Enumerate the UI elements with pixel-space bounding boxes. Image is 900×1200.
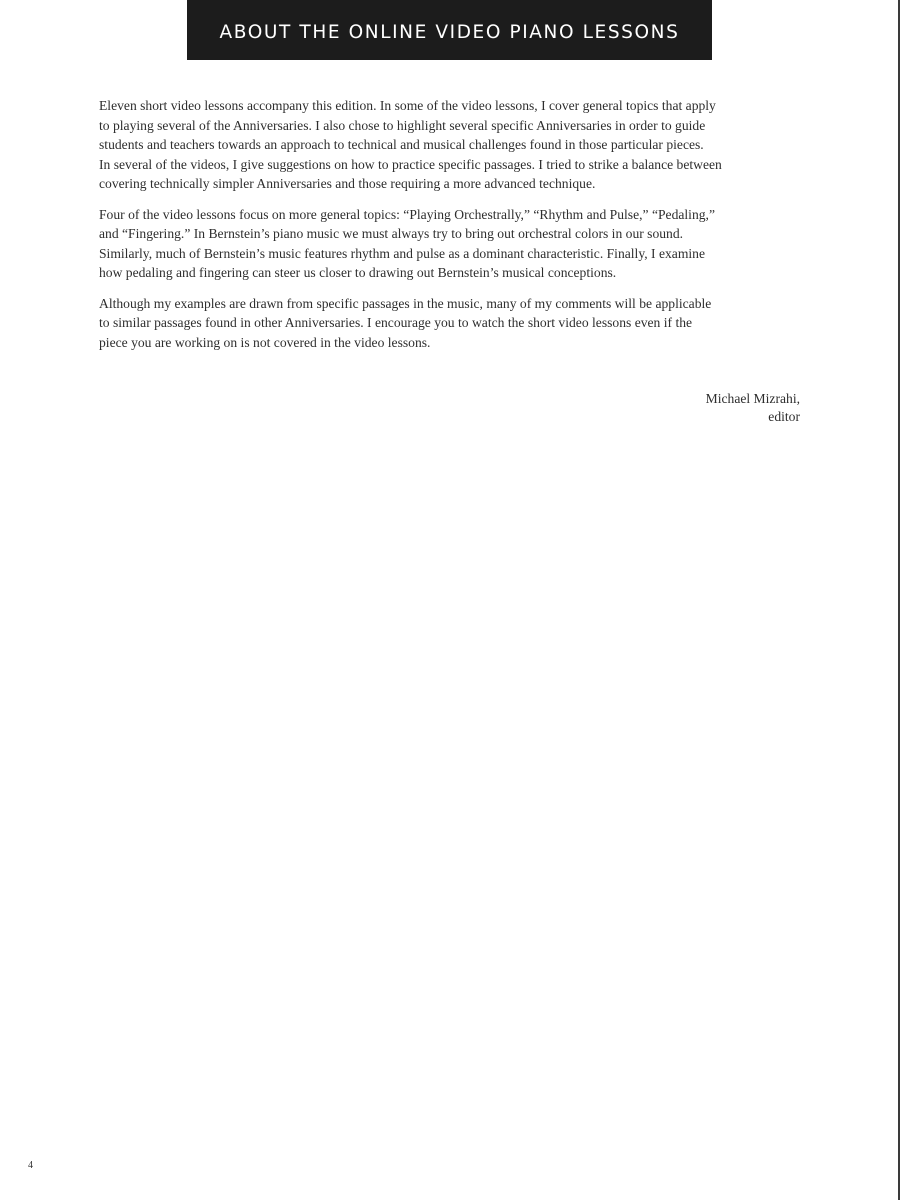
paragraph-line: In several of the videos, I give suggestions on how to practice specific passages. I tried to strike a balance between [99,156,722,172]
page-number: 4 [28,1160,33,1171]
paragraph-line: Although my examples are drawn from specific passages in the music, many of my comments will be applicable [99,295,712,311]
page-title: ABOUT THE ONLINE VIDEO PIANO LESSONS [219,21,680,43]
paragraph-line: Four of the video lessons focus on more general topics: “Playing Orchestrally,” “Rhythm and Pulse,” “Pedaling,” [99,206,715,222]
signature-name: Michael Mizrahi, [705,391,800,406]
paragraph-line: how pedaling and fingering can steer us closer to drawing out Bernstein’s musical conceptions. [99,265,617,280]
paragraph-line: Eleven short video lessons accompany this edition. In some of the video lessons, I cover general topics that apply [99,98,716,113]
paragraph-line: covering technically simpler Anniversaries and those requiring a more advanced technique. [99,176,596,191]
signature-role: editor [768,409,800,424]
paragraph-line: to similar passages found in other Anniversaries. I encourage you to watch the short video lessons even if the [99,315,693,330]
paragraph-1 [99,96,805,194]
title-banner [187,0,712,60]
paragraph-line: piece you are working on is not covered in the video lessons. [99,334,431,350]
paragraph-3 [99,294,805,353]
paragraph-2 [99,205,805,283]
paragraph-line: to playing several of the Anniversaries. I also chose to highlight several specific Anniversaries in order to guide [99,117,706,133]
paragraph-line: and “Fingering.” In Bernstein’s piano music we must always try to bring out orchestral colors in our sound. [99,226,684,241]
paragraph-line: Similarly, much of Bernstein’s music features rhythm and pulse as a dominant characteristic. Finally, I examine [99,245,706,261]
paragraph-line: students and teachers towards an approach to technical and musical challenges found in those particular pieces. [99,137,704,152]
article-body [99,96,805,363]
signature-block [706,390,800,426]
